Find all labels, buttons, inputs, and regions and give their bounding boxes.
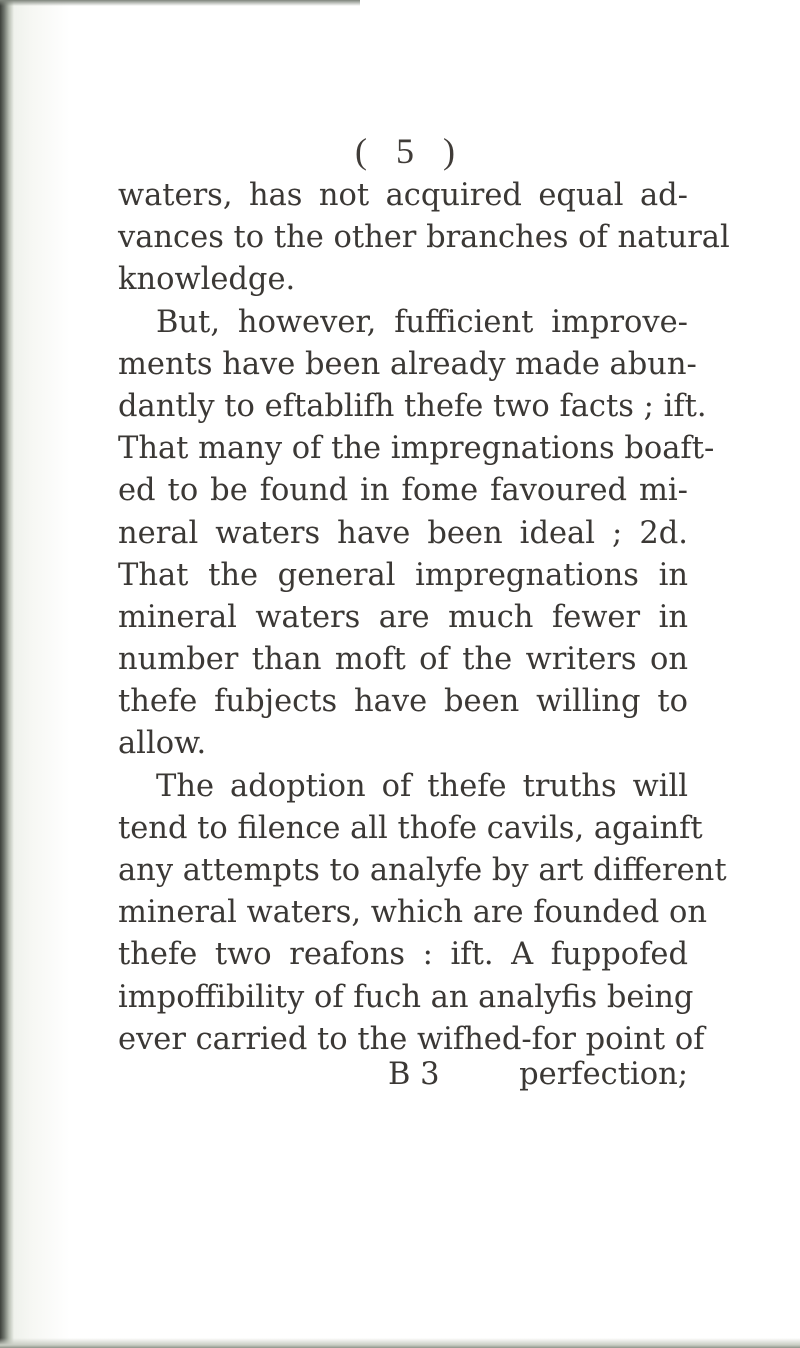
page-top-edge bbox=[0, 0, 360, 6]
text-line: ments have been already made abun- bbox=[118, 346, 697, 382]
text-line: number than moft of the writers on bbox=[118, 642, 688, 678]
text-line: impoffibility of fuch an analyfis being bbox=[118, 979, 694, 1015]
text-line: tend to filence all thofe cavils, againft bbox=[118, 810, 703, 846]
catchword: perfection; bbox=[519, 1057, 688, 1092]
text-line: vances to the other branches of natural bbox=[118, 220, 730, 256]
text-line: That the general impregnations in bbox=[118, 557, 688, 593]
text-line: thefe two reafons : ift. A fuppofed bbox=[118, 937, 688, 973]
text-line: dantly to eftablifh thefe two facts ; ift. bbox=[118, 388, 707, 424]
text-line: That many of the impregnations boaft- bbox=[118, 431, 715, 467]
signature-mark: B 3 bbox=[388, 1057, 440, 1092]
page-bottom-edge bbox=[0, 1338, 800, 1348]
text-line: knowledge. bbox=[118, 262, 296, 298]
page-spine-shadow bbox=[0, 0, 14, 1348]
page-footer bbox=[118, 1057, 688, 1097]
text-line: neral waters have been ideal ; 2d. bbox=[118, 515, 688, 551]
text-line: waters, has not acquired equal ad- bbox=[118, 178, 688, 213]
text-line: allow. bbox=[118, 726, 207, 762]
body-text bbox=[118, 175, 730, 1061]
text-line: mineral waters, which are founded on bbox=[118, 895, 707, 931]
text-line: But, however, fufficient improve- bbox=[156, 304, 688, 340]
text-line: thefe fubjects have been willing to bbox=[118, 684, 688, 720]
page-number-header: ( 5 ) bbox=[355, 131, 465, 171]
text-line: mineral waters are much fewer in bbox=[118, 599, 688, 635]
text-line: any attempts to analyfe by art different bbox=[118, 853, 727, 888]
text-line: ed to be found in fome favoured mi- bbox=[118, 473, 688, 509]
text-line: The adoption of thefe truths will bbox=[156, 768, 688, 804]
text-line: ever carried to the wifhed-for point of bbox=[118, 1021, 705, 1057]
